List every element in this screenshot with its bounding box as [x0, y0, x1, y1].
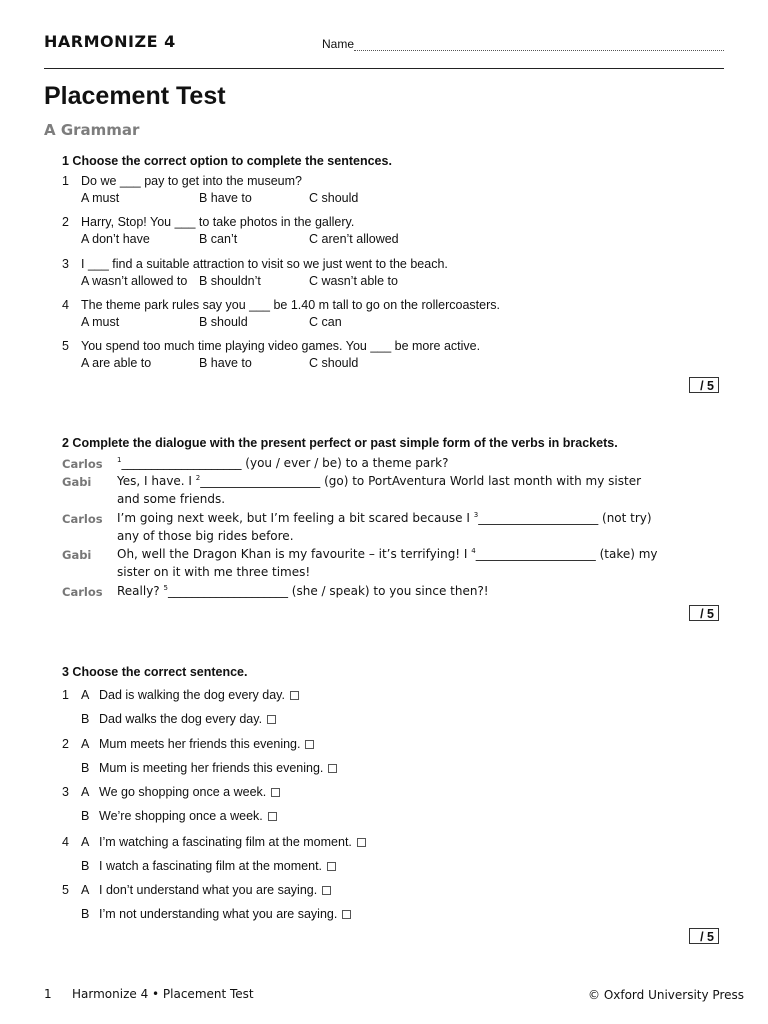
checkbox-b[interactable] — [342, 910, 351, 919]
sentence-text: Dad is walking the dog every day. — [99, 688, 285, 702]
sentence-b — [99, 761, 337, 775]
label-a: A — [81, 835, 90, 849]
dialogue-continuation: any of those big rides before. — [117, 529, 294, 543]
checkbox-b[interactable] — [327, 862, 336, 871]
sentence-b — [99, 809, 277, 823]
sentence-text: I’m watching a fascinating film at the moment. — [99, 835, 352, 849]
label-a: A — [81, 785, 90, 799]
sentence-text: Mum meets her friends this evening. — [99, 737, 301, 751]
dialogue-line — [117, 511, 652, 525]
answer-gap[interactable]: ____________________ (she / speak) to you since then?! — [167, 584, 489, 598]
brand-logo: HARMONIZE 4 — [44, 32, 176, 51]
question-number: 3 — [62, 257, 69, 271]
question-number: 5 — [62, 339, 69, 353]
dialogue-continuation: and some friends. — [117, 492, 226, 506]
question-number: 1 — [62, 688, 69, 702]
label-b: B — [81, 761, 90, 775]
option-b[interactable]: B have to — [199, 356, 252, 370]
gap-number: 2 — [195, 474, 201, 482]
dialogue-text: I’m going next week, but I’m feeling a bit scared because I — [117, 511, 474, 525]
sentence-a — [99, 737, 314, 751]
question-number: 2 — [62, 737, 69, 751]
name-label: Name — [322, 37, 355, 51]
question-number: 3 — [62, 785, 69, 799]
option-b[interactable]: B have to — [199, 191, 252, 205]
option-b[interactable]: B can’t — [199, 232, 238, 246]
footer-page-number: 1 — [44, 987, 52, 1001]
sentence-b — [99, 907, 351, 921]
speaker-name: Carlos — [62, 512, 103, 526]
checkbox-a[interactable] — [271, 788, 280, 797]
dialogue-continuation: sister on it with me three times! — [117, 565, 311, 579]
sentence-text: Mum is meeting her friends this evening. — [99, 761, 324, 775]
question-number: 2 — [62, 215, 69, 229]
answer-gap[interactable]: ____________________ (not try) — [478, 511, 652, 525]
question-number: 4 — [62, 835, 69, 849]
label-b: B — [81, 712, 90, 726]
dialogue-line — [117, 584, 489, 598]
question-number: 1 — [62, 174, 69, 188]
option-c[interactable]: C should — [309, 191, 359, 205]
label-a: A — [81, 883, 90, 897]
sentence-text: We’re shopping once a week. — [99, 809, 263, 823]
task1-score-box: / 5 — [689, 377, 719, 393]
question-text: I ___ find a suitable attraction to visit so we just went to the beach. — [81, 257, 448, 271]
sentence-a — [99, 883, 331, 897]
footer-copyright: © Oxford University Press — [588, 988, 745, 1002]
label-a: A — [81, 737, 90, 751]
question-text: Harry, Stop! You ___ to take photos in the gallery. — [81, 215, 355, 229]
checkbox-b[interactable] — [267, 715, 276, 724]
sentence-a — [99, 785, 280, 799]
speaker-name: Gabi — [62, 548, 92, 562]
option-c[interactable]: C should — [309, 356, 359, 370]
page-title: Placement Test — [44, 82, 226, 110]
label-b: B — [81, 907, 90, 921]
label-a: A — [81, 688, 90, 702]
footer-title: Harmonize 4 • Placement Test — [72, 987, 254, 1001]
option-a[interactable]: A must — [81, 315, 120, 329]
header-rule — [44, 68, 724, 69]
question-number: 5 — [62, 883, 69, 897]
checkbox-a[interactable] — [357, 838, 366, 847]
option-b[interactable]: B shouldn’t — [199, 274, 261, 288]
sentence-b — [99, 712, 276, 726]
sentence-text: I’m not understanding what you are saying. — [99, 907, 338, 921]
dialogue-line — [117, 474, 641, 488]
gap-number: 5 — [163, 584, 168, 592]
dialogue-line — [117, 456, 449, 470]
dialogue-text: Oh, well the Dragon Khan is my favourite – it’s terrifying! I — [117, 547, 472, 561]
task2-score-box: / 5 — [689, 605, 719, 621]
gap-number: 1 — [117, 456, 122, 464]
option-c[interactable]: C can — [309, 315, 342, 329]
task2-instruction: 2 Complete the dialogue with the present perfect or past simple form of the verbs in brackets. — [62, 436, 618, 450]
speaker-name: Gabi — [62, 475, 92, 489]
answer-gap[interactable]: ____________________ (take) my — [475, 547, 658, 561]
sentence-a — [99, 835, 366, 849]
gap-number: 4 — [471, 547, 476, 555]
option-a[interactable]: A wasn’t allowed to — [81, 274, 188, 288]
task3-instruction: 3 Choose the correct sentence. — [62, 665, 248, 679]
dialogue-line — [117, 547, 658, 561]
speaker-name: Carlos — [62, 457, 103, 471]
answer-gap[interactable]: ____________________ (go) to PortAventura World last month with my sister — [200, 474, 642, 488]
dialogue-text: Yes, I have. I — [117, 474, 196, 488]
sentence-text: We go shopping once a week. — [99, 785, 267, 799]
option-b[interactable]: B should — [199, 315, 248, 329]
task1-instruction: 1 Choose the correct option to complete the sentences. — [62, 154, 392, 168]
label-b: B — [81, 809, 90, 823]
checkbox-b[interactable] — [268, 812, 277, 821]
speaker-name: Carlos — [62, 585, 103, 599]
gap-number: 3 — [473, 511, 479, 519]
name-field-line — [354, 50, 724, 51]
sentence-a — [99, 688, 299, 702]
option-a[interactable]: A must — [81, 191, 120, 205]
sentence-text: I don’t understand what you are saying. — [99, 883, 318, 897]
option-c[interactable]: C aren’t allowed — [309, 232, 399, 246]
checkbox-a[interactable] — [322, 886, 331, 895]
answer-gap[interactable]: ____________________ (you / ever / be) to a theme park? — [121, 456, 449, 470]
sentence-text: Dad walks the dog every day. — [99, 712, 263, 726]
checkbox-a[interactable] — [290, 691, 299, 700]
section-heading: A Grammar — [44, 121, 140, 139]
question-text: Do we ___ pay to get into the museum? — [81, 174, 302, 188]
dialogue-text: Really? — [117, 584, 164, 598]
question-number: 4 — [62, 298, 69, 312]
option-a[interactable]: A are able to — [81, 356, 152, 370]
question-text: You spend too much time playing video games. You ___ be more active. — [81, 339, 481, 353]
sentence-text: I watch a fascinating film at the moment. — [99, 859, 323, 873]
sentence-b — [99, 859, 336, 873]
task3-score-box: / 5 — [689, 928, 719, 944]
label-b: B — [81, 859, 90, 873]
question-text: The theme park rules say you ___ be 1.40 m tall to go on the rollercoasters. — [81, 298, 500, 312]
checkbox-a[interactable] — [305, 740, 314, 749]
option-c[interactable]: C wasn’t able to — [309, 274, 398, 288]
option-a[interactable]: A don’t have — [81, 232, 150, 246]
checkbox-b[interactable] — [328, 764, 337, 773]
